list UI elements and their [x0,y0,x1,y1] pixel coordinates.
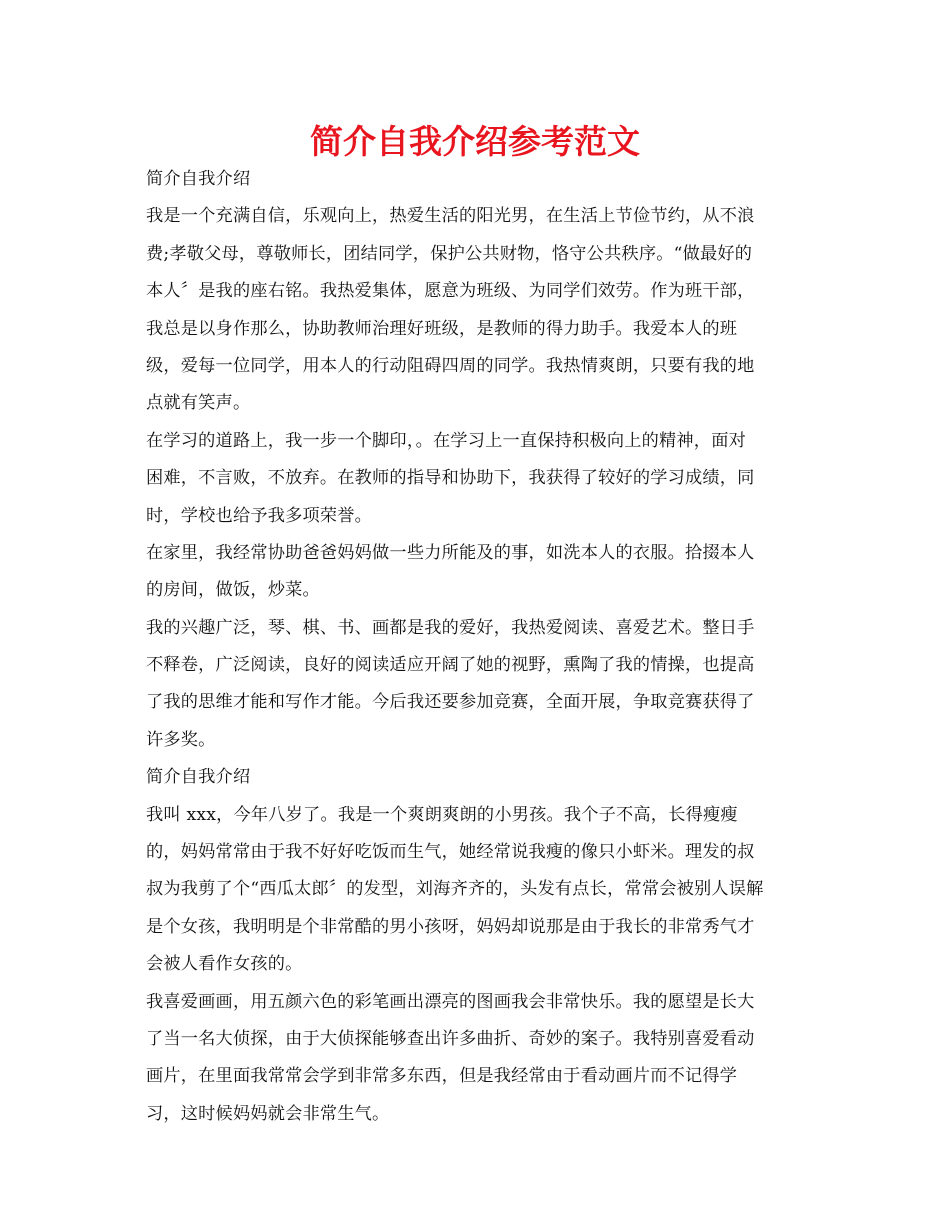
document-body [146,161,806,1133]
text-line: 我总是以身作那么，协助教师治理好班级，是教师的得力助手。我爱本人的班 [146,318,738,339]
text-line: 画片，在里面我常常会学到非常多东西，但是我经常由于看动画片而不记得学 [146,1066,738,1087]
text-line: 了当一名大侦探，由于大侦探能够查出许多曲折、奇妙的案子。我特别喜爱看动 [146,1028,755,1049]
text-line: 叔为我剪了个“西瓜太郎〞的发型，刘海齐齐的，头发有点长，常常会被别人误解 [146,879,764,900]
section-heading-1: 简介自我介绍 [146,169,251,189]
document-title: 简介自我介绍参考范文 [310,122,640,161]
text-line: 了我的思维才能和写作才能。今后我还要参加竞赛，全面开展，争取竞赛获得了 [146,692,755,713]
text-line: 本人〞是我的座右铭。我热爱集体，愿意为班级、为同学们效劳。作为班干部， [146,281,755,302]
text-line: 点就有笑声。 [146,393,251,414]
text-line: 费;孝敬父母，尊敬师长，团结同学，保护公共财物，恪守公共秩序。“做最好的 [146,243,753,264]
text-line: 会被人看作女孩的。 [146,954,303,975]
text-line: 在家里，我经常协助爸爸妈妈做一些力所能及的事，如洗本人的衣服。拾掇本人 [146,542,755,563]
text-line: 许多奖。 [146,729,216,750]
text-line: 在学习的道路上，我一步一个脚印，。在学习上一直保持积极向上的精神，面对 [146,430,746,451]
text-line: 的房间，做饭，炒菜。 [146,580,320,601]
text-line: 的，妈妈常常由于我不好好吃饭而生气，她经常说我瘦的像只小虾米。理发的叔 [146,842,755,863]
text-line: 我叫 xxx，今年八岁了。我是一个爽朗爽朗的小男孩。我个子不高，长得瘦瘦 [146,804,738,825]
text-line: 我喜爱画画，用五颜六色的彩笔画出漂亮的图画我会非常快乐。我的愿望是长大 [146,991,755,1012]
text-line: 我的兴趣广泛，琴、棋、书、画都是我的爱好，我热爱阅读、喜爱艺术。整日手 [146,617,755,638]
text-line: 不释卷，广泛阅读，良好的阅读适应开阔了她的视野，熏陶了我的情操，也提高 [146,655,755,676]
text-line: 是个女孩，我明明是个非常酷的男小孩呀，妈妈却说那是由于我长的非常秀气才 [146,916,755,937]
text-line: 习，这时候妈妈就会非常生气。 [146,1103,390,1124]
text-line: 时，学校也给予我多项荣誉。 [146,505,373,526]
text-line: 我是一个充满自信，乐观向上，热爱生活的阳光男，在生活上节俭节约，从不浪 [146,206,755,227]
text-line: 级，爱每一位同学，用本人的行动阻碍四周的同学。我热情爽朗，只要有我的地 [146,355,755,376]
text-line: 困难，不言败，不放弃。在教师的指导和协助下，我获得了较好的学习成绩，同 [146,468,755,489]
section-heading-2: 简介自我介绍 [146,767,251,788]
